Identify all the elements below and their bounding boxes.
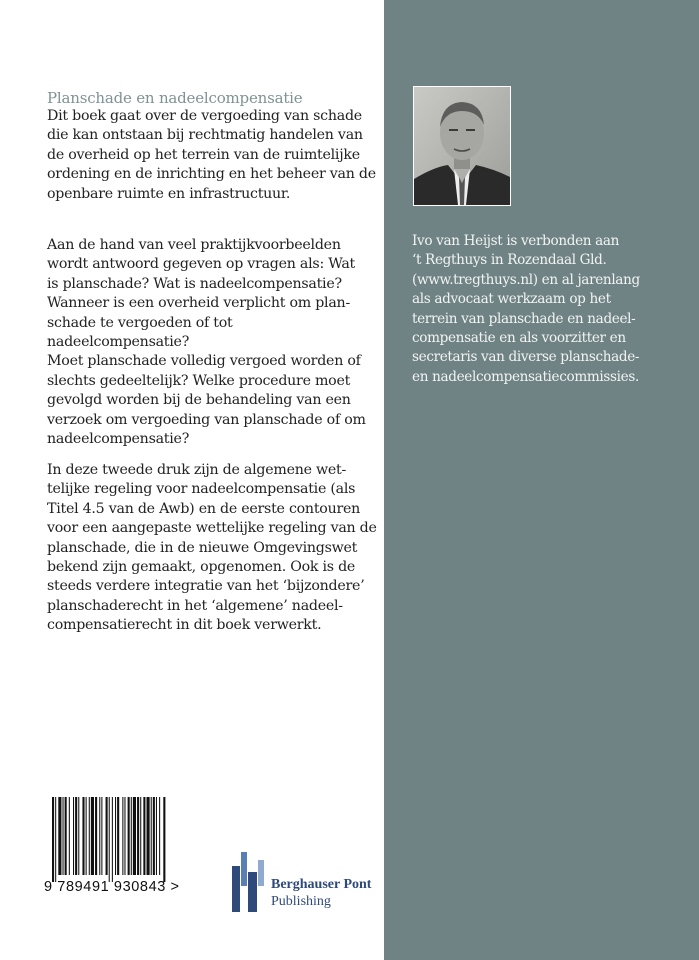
barcode-bar: [122, 797, 123, 875]
barcode-bar: [65, 797, 67, 875]
barcode-bar: [73, 797, 74, 875]
barcode-bar: [140, 797, 141, 875]
barcode-bar: [143, 797, 145, 875]
barcode-bar: [153, 797, 155, 875]
isbn-barcode: [44, 797, 212, 897]
barcode-bar: [156, 797, 157, 875]
barcode-bar: [163, 797, 165, 882]
barcode-bar: [89, 797, 90, 875]
barcode-bar: [99, 797, 100, 875]
barcode-bar: [55, 797, 56, 882]
barcode-bar: [75, 797, 77, 875]
barcode-bar: [147, 797, 150, 875]
barcode-bar: [151, 797, 152, 875]
barcode-bar: [115, 797, 116, 875]
barcode-bar: [124, 797, 125, 875]
barcode-bar: [112, 797, 113, 882]
barcode-bar: [101, 797, 102, 875]
description-paragraph-3: In deze tweede druk zijn de algemene wet- telijke regeling voor nadeelcompensatie (als Titel 4.5 van de Awb) en de eerste contouren voor een aangepaste wettelijke regeling van de planschade, die in de nieuwe Omgevingswet bekend zijn gemaakt, opgenomen. Ook is de steeds verdere integratie van het ‘bijzondere’ planschaderecht in het ‘algemene’ nadeel- compensatierecht in dit boek verwerkt.: [47, 462, 377, 634]
barcode-bar: [78, 797, 79, 875]
publisher-logo: [232, 852, 372, 912]
barcode-bar: [133, 797, 136, 875]
publisher-emblem-icon: [232, 852, 266, 912]
author-bio: Ivo van Heijst is verbonden aan ‘t Regthuys in Rozendaal Gld. (www.tregthuys.nl) en al jarenlang als advocaat werkzaam op het terrein van planschade en nadeel- compensatie en als voorzitter en secretaris van diverse planschade- en nadeelcompensatiecommissies.: [412, 233, 640, 385]
publisher-name: Berghauser Pont: [271, 877, 372, 892]
barcode-bar: [109, 797, 110, 882]
barcode-bar: [91, 797, 94, 875]
description-paragraph-2: Aan de hand van veel praktijkvoorbeelden wordt antwoord gegeven op vragen als: Wat is planschade? Wat is nadeelcompensatie? Wanneer is een overheid verplicht om plan- schade te vergoeden of tot nadeelcompensatie? Moet planschade volledig vergoed worden of slechts gedeeltelijk? Welke procedure moet gevolgd worden bij de behandeling van een verzoek om vergoeding van planschade of om nadeelcompensatie?: [47, 237, 366, 448]
barcode-bar: [131, 797, 132, 875]
barcode-bar: [52, 797, 54, 882]
barcode-bars: [50, 797, 208, 882]
barcode-bar: [137, 797, 139, 875]
book-title-heading: Planschade en nadeelcompensatie: [47, 89, 303, 107]
barcode-bar: [82, 797, 84, 875]
barcode-bar: [95, 797, 97, 875]
barcode-bar: [58, 797, 61, 875]
barcode-bar: [69, 797, 70, 875]
barcode-bar: [128, 797, 130, 875]
barcode-bar: [159, 797, 160, 875]
author-photo: [413, 86, 511, 206]
barcode-bar: [117, 797, 119, 875]
description-paragraph-1: Dit boek gaat over de vergoeding van schade die kan ontstaan bij rechtmatig handelen van de overheid op het terrein van de ruimtelijke ordening en de inrichting en het beheer van de openbare ruimte en infrastructuur.: [47, 108, 376, 202]
barcode-bar: [106, 797, 108, 875]
isbn-number: 9 789491 930843 >: [44, 879, 180, 895]
barcode-bar: [86, 797, 87, 875]
barcode-bar: [63, 797, 64, 875]
publisher-subtitle: Publishing: [271, 894, 331, 909]
